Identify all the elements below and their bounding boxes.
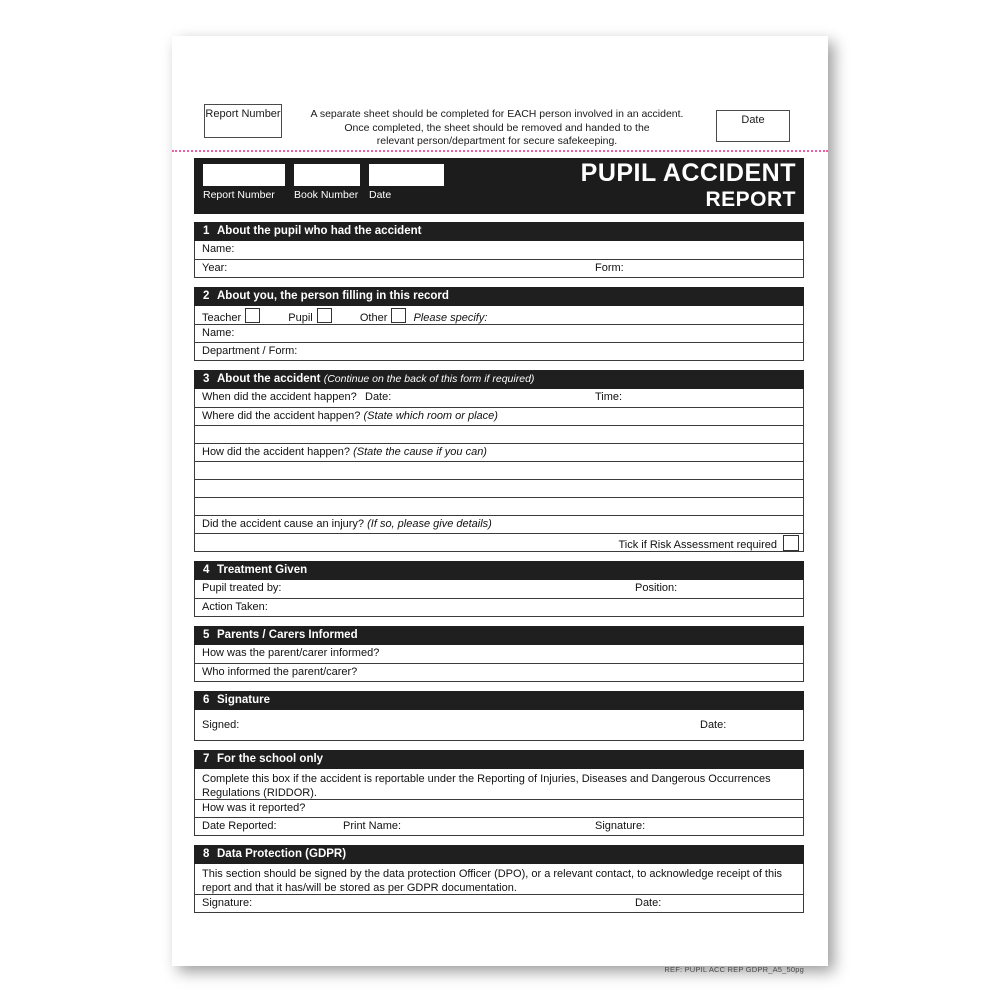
stub-instructions — [292, 108, 702, 149]
tear-off-stub — [172, 36, 828, 150]
how-informed-label: How was the parent/carer informed? — [202, 647, 380, 659]
field-reporter-department[interactable] — [195, 342, 803, 360]
field-report-details[interactable] — [195, 817, 803, 835]
treated-position-label: Position: — [635, 582, 678, 594]
stub-date-box[interactable] — [716, 110, 790, 142]
role-pupil-label: Pupil — [288, 312, 313, 324]
accident-how-question: How did the accident happen? — [202, 446, 350, 458]
stub-instruction-line-1: A separate sheet should be completed for EACH person involved in an accident. — [310, 108, 684, 120]
reporter-department-label: Department / Form: — [202, 345, 298, 357]
section-8-title: Data Protection (GDPR) — [217, 848, 347, 860]
section-5-table — [194, 645, 804, 682]
checkbox-teacher[interactable] — [245, 308, 260, 323]
masthead-date-field[interactable] — [369, 164, 444, 201]
action-taken-label: Action Taken: — [202, 601, 268, 613]
section-6-header — [194, 691, 804, 710]
section-5-header — [194, 626, 804, 645]
gdpr-date-label: Date: — [635, 897, 662, 909]
field-reporter-name[interactable] — [195, 324, 803, 342]
treated-by-label: Pupil treated by: — [202, 582, 282, 594]
role-teacher-label: Teacher — [202, 312, 242, 324]
section-2-header — [194, 287, 804, 306]
checkbox-other[interactable] — [391, 308, 406, 323]
field-treated-by[interactable] — [195, 580, 803, 598]
field-accident-where[interactable] — [195, 407, 803, 425]
field-how-informed[interactable] — [195, 645, 803, 663]
perforation-line — [172, 150, 828, 152]
section-1-number: 1 — [203, 225, 210, 237]
accident-where-label — [202, 410, 498, 422]
field-signature[interactable] — [195, 710, 803, 740]
masthead-date-input[interactable] — [369, 164, 444, 186]
accident-injury-label — [202, 518, 492, 530]
field-accident-how[interactable] — [195, 443, 803, 461]
section-4 — [194, 561, 804, 617]
gdpr-signature-label: Signature: — [202, 897, 253, 909]
section-7-number: 7 — [203, 753, 210, 765]
who-informed-label: Who informed the parent/carer? — [202, 666, 358, 678]
field-accident-how-line-2[interactable] — [195, 461, 803, 479]
gdpr-notice-text: This section should be signed by the data protection Officer (DPO), or a relevant contact, to acknowledge receipt of this report and that it has/will be stored as per GDPR documentation. — [202, 868, 783, 894]
accident-how-hint: (State the cause if you can) — [353, 446, 487, 458]
risk-assessment-label: Tick if Risk Assessment required — [618, 539, 777, 551]
masthead-fields — [203, 164, 444, 201]
field-accident-how-line-3[interactable] — [195, 479, 803, 497]
form-reference: REF: PUPIL ACC REP GDPR_A5_50pg — [664, 965, 804, 974]
section-8 — [194, 845, 804, 913]
field-action-taken[interactable] — [195, 598, 803, 616]
form-title — [581, 161, 796, 210]
section-2-number: 2 — [203, 290, 210, 302]
section-3 — [194, 370, 804, 552]
section-6-table — [194, 710, 804, 741]
risk-assessment-control[interactable] — [618, 535, 799, 551]
stub-report-number-label: Report Number — [205, 108, 281, 120]
accident-how-label — [202, 446, 487, 458]
accident-time-label: Time: — [595, 391, 623, 403]
field-accident-where-line-2[interactable] — [195, 425, 803, 443]
accident-where-question: Where did the accident happen? — [202, 410, 361, 422]
masthead — [194, 158, 804, 214]
form-sheet — [172, 36, 828, 974]
field-gdpr-signature[interactable] — [195, 894, 803, 912]
section-2-title: About you, the person filling in this record — [217, 290, 449, 302]
field-pupil-year-form[interactable] — [195, 259, 803, 277]
pupil-form-label: Form: — [595, 262, 624, 274]
section-1-header — [194, 222, 804, 241]
section-3-header — [194, 370, 804, 389]
pupil-year-label: Year: — [202, 262, 228, 274]
section-4-table — [194, 580, 804, 617]
section-8-number: 8 — [203, 848, 210, 860]
section-7 — [194, 750, 804, 836]
stub-instruction-line-2: Once completed, the sheet should be removed and handed to the — [344, 121, 650, 134]
stub-report-number-box[interactable] — [204, 104, 282, 138]
stub-date-label: Date — [741, 114, 765, 126]
signature-date-label: Date: — [700, 719, 727, 731]
section-5-title: Parents / Carers Informed — [217, 629, 358, 641]
date-reported-label: Date Reported: — [202, 820, 277, 832]
field-role-selection[interactable] — [195, 306, 803, 324]
field-risk-assessment[interactable] — [195, 533, 803, 551]
masthead-report-number-field[interactable] — [203, 164, 285, 201]
accident-date-label: Date: — [365, 391, 392, 403]
school-signature-label: Signature: — [595, 820, 646, 832]
section-4-header — [194, 561, 804, 580]
section-7-table — [194, 769, 804, 836]
section-8-table — [194, 864, 804, 913]
section-1-table — [194, 241, 804, 278]
form-body — [194, 222, 804, 922]
section-4-title: Treatment Given — [217, 564, 308, 576]
masthead-date-label: Date — [369, 189, 392, 201]
section-3-subtitle: (Continue on the back of this form if required) — [323, 373, 535, 385]
pupil-name-label: Name: — [202, 243, 235, 255]
section-8-header — [194, 845, 804, 864]
section-6-title: Signature — [217, 694, 271, 706]
field-accident-how-line-4[interactable] — [195, 497, 803, 515]
section-1 — [194, 222, 804, 278]
section-5-number: 5 — [203, 629, 210, 641]
signed-label: Signed: — [202, 719, 240, 731]
section-6 — [194, 691, 804, 741]
how-reported-label: How was it reported? — [202, 802, 306, 814]
section-1-title: About the pupil who had the accident — [217, 225, 422, 237]
section-7-title: For the school only — [217, 753, 324, 765]
accident-injury-hint: (If so, please give details) — [367, 518, 492, 530]
section-2 — [194, 287, 804, 361]
section-5 — [194, 626, 804, 682]
masthead-book-number-input[interactable] — [294, 164, 360, 186]
gdpr-notice — [195, 864, 803, 894]
section-3-title: About the accident — [217, 373, 321, 385]
section-7-header — [194, 750, 804, 769]
accident-where-hint: (State which room or place) — [363, 410, 498, 422]
masthead-book-number-field[interactable] — [294, 164, 360, 201]
riddor-notice-text: Complete this box if the accident is reportable under the Reporting of Injuries, Diseases and Dangerous Occurrences Regulations (RIDDOR). — [202, 773, 771, 799]
accident-when-label: When did the accident happen? — [202, 391, 357, 403]
form-title-line-1: PUPIL ACCIDENT — [580, 159, 796, 187]
field-accident-injury[interactable] — [195, 515, 803, 533]
field-who-informed[interactable] — [195, 663, 803, 681]
stub-instruction-line-3: relevant person/department for secure safekeeping. — [376, 135, 618, 147]
checkbox-pupil[interactable] — [317, 308, 332, 323]
print-name-label: Print Name: — [343, 820, 402, 832]
reporter-name-label: Name: — [202, 327, 235, 339]
section-4-number: 4 — [203, 564, 210, 576]
section-3-number: 3 — [203, 373, 210, 385]
section-6-number: 6 — [203, 694, 210, 706]
field-how-reported[interactable] — [195, 799, 803, 817]
field-accident-when[interactable] — [195, 389, 803, 407]
section-2-table — [194, 306, 804, 361]
role-other-label: Other — [359, 312, 388, 324]
checkbox-risk-assessment[interactable] — [783, 535, 799, 551]
form-title-line-2: REPORT — [705, 188, 796, 211]
masthead-report-number-input[interactable] — [203, 164, 285, 186]
field-pupil-name[interactable] — [195, 241, 803, 259]
accident-injury-question: Did the accident cause an injury? — [202, 518, 365, 530]
role-options — [202, 308, 487, 324]
riddor-notice — [195, 769, 803, 799]
masthead-book-number-label: Book Number — [294, 189, 359, 201]
section-3-table — [194, 389, 804, 552]
masthead-report-number-label: Report Number — [203, 189, 275, 201]
please-specify-label: Please specify: — [413, 312, 488, 324]
